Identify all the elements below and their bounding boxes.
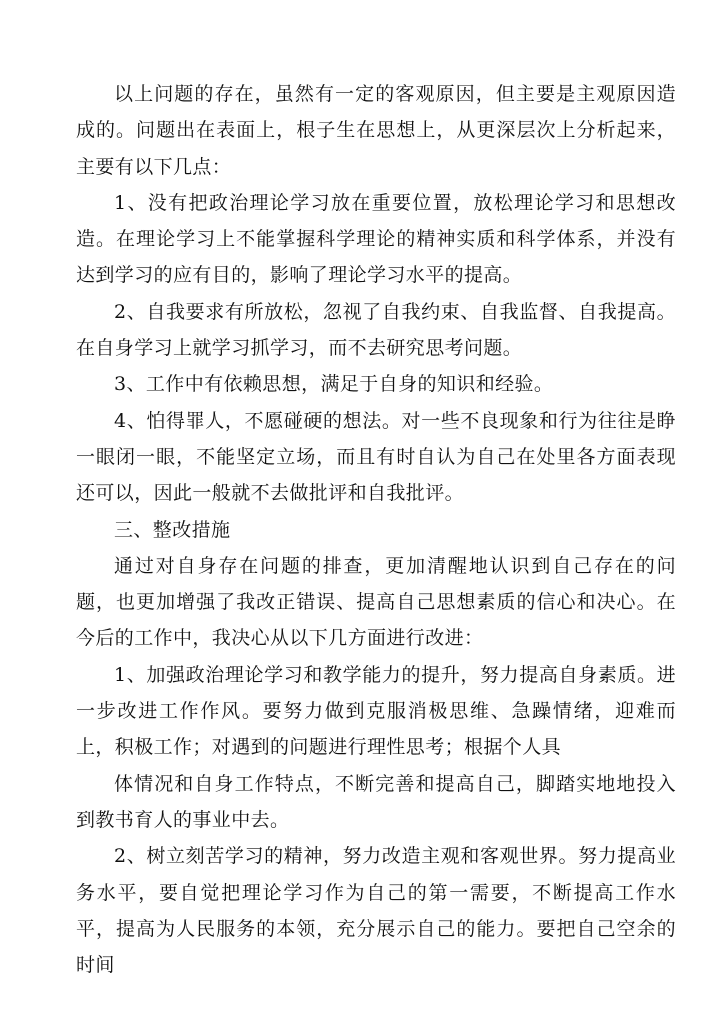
paragraph-point-2: 2、自我要求有所放松，忽视了自我约束、自我监督、自我提高。在自身学习上就学习抓学习，而不去研究思考问题。 (76, 300, 676, 360)
paragraph-measure-1: 1、加强政治理论学习和教学能力的提升，努力提高自身素质。进一步改进工作作风。要努力做到克服消极思维、急躁情绪，迎难而上，积极工作；对遇到的问题进行理性思考；根据个人具 (76, 663, 676, 759)
paragraph-rectification-intro: 通过对自身存在问题的排查，更加清醒地认识到自己存在的问题，也更加增强了我改正错误、提高自己思想素质的信心和决心。在今后的工作中，我决心从以下几方面进行改进： (76, 554, 676, 650)
paragraph-measure-2: 2、树立刻苦学习的精神，努力改造主观和客观世界。努力提高业务水平，要自觉把理论学习作为自己的第一需要，不断提高工作水平，提高为人民服务的本领，充分展示自己的能力。要把自己空余的时间 (76, 845, 676, 977)
paragraph-point-3: 3、工作中有依赖思想，满足于自身的知识和经验。 (114, 373, 554, 396)
paragraph-measure-1-continued: 体情况和自身工作特点，不断完善和提高自己，脚踏实地地投入到教书育人的事业中去。 (76, 772, 676, 831)
paragraph-point-4: 4、怕得罪人，不愿碰硬的想法。对一些不良现象和行为往往是睁一眼闭一眼，不能坚定立场，而且有时自认为自己在处里各方面表现还可以，因此一般就不去做批评和自我批评。 (76, 409, 676, 505)
paragraph-cause-summary: 以上问题的存在，虽然有一定的客观原因，但主要是主观原因造成的。问题出在表面上，根子生在思想上，从更深层次上分析起来，主要有以下几点： (76, 83, 676, 178)
document-page (76, 76, 676, 983)
paragraph-point-1: 1、没有把政治理论学习放在重要位置，放松理论学习和思想改造。在理论学习上不能掌握科学理论的精神实质和科学体系，并没有达到学习的应有目的，影响了理论学习水平的提高。 (76, 191, 676, 287)
section-heading-rectification: 三、整改措施 (114, 518, 231, 541)
